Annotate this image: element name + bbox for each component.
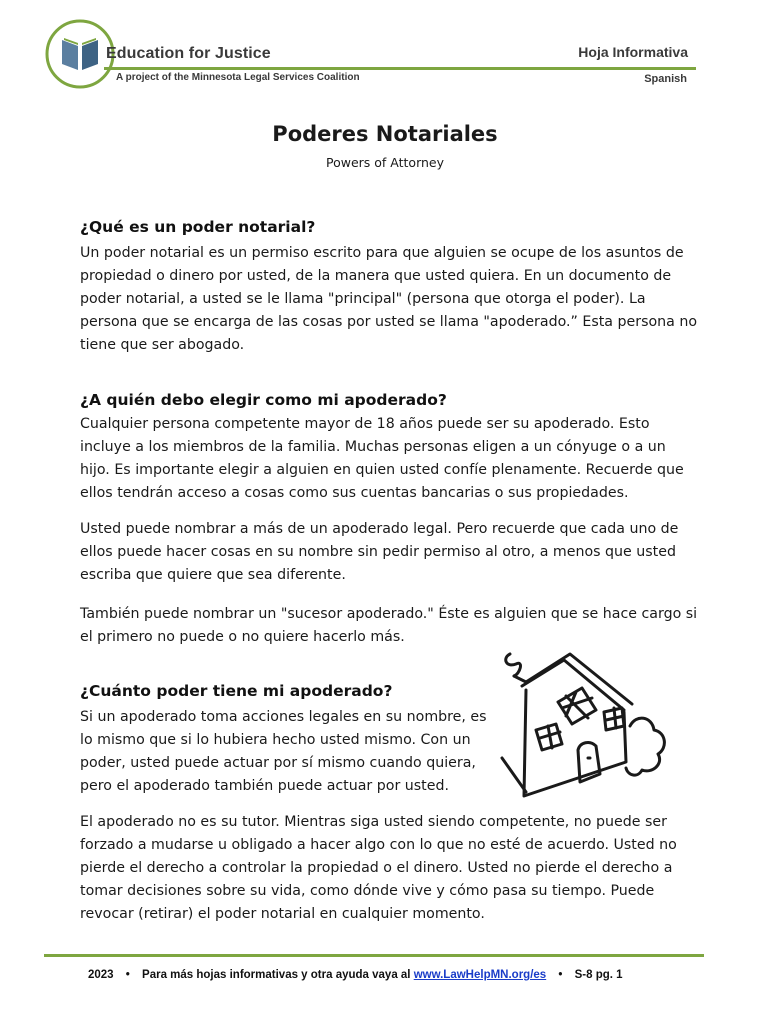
footer-separator: •	[558, 969, 563, 981]
section-paragraph: El apoderado no es su tutor. Mientras siga usted siendo competente, no puede ser forzado a mudarse u obligado a hacer algo con lo que no esté de acuerdo. Usted no pierde el derecho a controlar la propiedad o el dinero. Usted no pierde el derecho a tomar decisiones sobre su vida, como dónde vive y cómo pasa su tiempo. Puede revocar (retirar) el poder notarial en cualquier momento.	[80, 814, 677, 922]
document-header	[0, 0, 770, 96]
section-paragraph: Cualquier persona competente mayor de 18 años puede ser su apoderado. Esto incluye a los miembros de la familia. Muchas personas eligen a un cónyuge o a un hijo. Es importante elegir a alguien en quien usted confíe plenamente. Recuerde que ellos tendrán acceso a cosas como sus cuentas bancarias o sus propiedades.	[80, 416, 684, 501]
header-divider	[104, 67, 696, 70]
page-subtitle: Powers of Attorney	[325, 155, 444, 170]
footer-text: Para más hojas informativas y otra ayuda vaya al	[142, 969, 411, 981]
house-illustration-icon	[496, 646, 676, 802]
org-tagline: A project of the Minnesota Legal Services Coalition	[116, 72, 360, 83]
document-language: Spanish	[644, 73, 687, 85]
page-footer	[88, 969, 623, 981]
section-heading-who-to-choose: ¿A quién debo elegir como mi apoderado?	[80, 391, 447, 409]
section-paragraph: Si un apoderado toma acciones legales en su nombre, es lo mismo que si lo hubiera hecho usted mismo. Con un poder, usted puede actuar por sí mismo cuando quiera, pero el apoderado también puede actuar por usted.	[80, 709, 487, 794]
lawhelpmn-link[interactable]: www.LawHelpMN.org/es	[413, 969, 547, 981]
org-name: Education for Justice	[106, 45, 271, 62]
footer-page-number: S-8 pg. 1	[574, 969, 623, 981]
footer-separator: •	[125, 969, 130, 981]
section-paragraph: También puede nombrar un "sucesor apoderado." Éste es alguien que se hace cargo si el primero no puede o no quiere hacerlo más.	[80, 606, 698, 645]
section-paragraph: Usted puede nombrar a más de un apoderado legal. Pero recuerde que cada uno de ellos puede hacer cosas en su nombre sin pedir permiso al otro, a menos que usted escriba que quiere que sea diferente.	[80, 521, 679, 583]
page-title: Poderes Notariales	[272, 122, 498, 146]
section-heading-how-much-power: ¿Cuánto poder tiene mi apoderado?	[80, 682, 393, 700]
section-paragraph: Un poder notarial es un permiso escrito para que alguien se ocupe de los asuntos de propiedad o dinero por usted, de la manera que usted quiera. En un documento de poder notarial, a usted se le llama "principal" (persona que otorga el poder). La persona que se encarga de las cosas por usted se llama "apoderado.” Esta persona no tiene que ser abogado.	[80, 245, 698, 353]
footer-year: 2023	[88, 969, 114, 981]
section-heading-what-is: ¿Qué es un poder notarial?	[80, 218, 316, 236]
footer-divider	[44, 954, 704, 957]
document-type: Hoja Informativa	[578, 44, 688, 60]
